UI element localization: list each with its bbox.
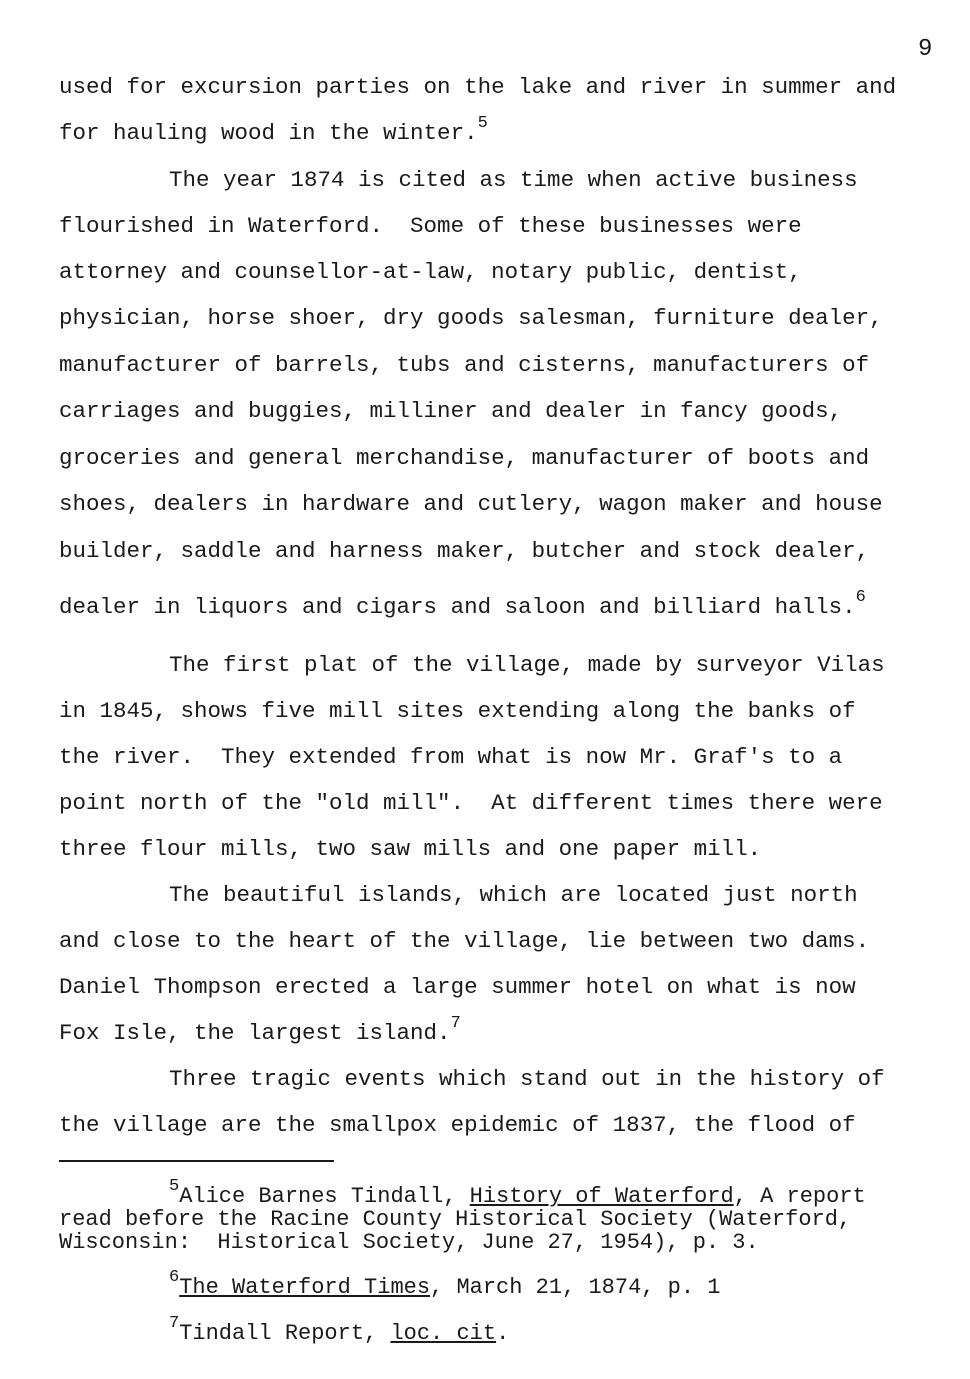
footnote-6 (169, 1268, 721, 1302)
footnote-title: The Waterford Times (179, 1275, 431, 1300)
text-span: for hauling wood in the winter. (59, 120, 478, 146)
footnote-text: . (496, 1321, 510, 1346)
text-line: builder, saddle and harness maker, butcher and stock dealer, (59, 538, 870, 564)
text-line (59, 1014, 461, 1051)
text-line: The first plat of the village, made by surveyor Vilas (169, 652, 885, 678)
text-span: Fox Isle, the largest island. (59, 1020, 451, 1046)
footnote-7 (169, 1314, 510, 1348)
footnote-text: , A report (733, 1184, 866, 1209)
footnote-text: Wisconsin: Historical Society, June 27, 1954), p. 3. (59, 1230, 759, 1255)
text-line: attorney and counsellor-at-law, notary public, dentist, (59, 259, 802, 285)
text-line: in 1845, shows five mill sites extending along the banks of (59, 698, 856, 724)
footnote-title: History of Waterford (469, 1184, 734, 1209)
text-line: Three tragic events which stand out in the history of (169, 1066, 885, 1092)
page-number: 9 (918, 36, 933, 63)
footnote-text: read before the Racine County Historical Society (Waterford, (59, 1207, 852, 1232)
footnote-marker: 5 (477, 114, 488, 133)
text-line (59, 114, 488, 151)
text-line: physician, horse shoer, dry goods salesman, furniture dealer, (59, 305, 883, 331)
text-line: manufacturer of barrels, tubs and cisterns, manufacturers of (59, 352, 870, 378)
footnote-marker: 7 (169, 1314, 180, 1333)
text-line (59, 588, 866, 625)
footnote-text: , March 21, 1874, p. 1 (430, 1275, 721, 1300)
text-line: The year 1874 is cited as time when active business (169, 167, 858, 193)
text-line: shoes, dealers in hardware and cutlery, wagon maker and house (59, 491, 883, 517)
text-line: Daniel Thompson erected a large summer hotel on what is now (59, 974, 856, 1000)
footnote-cite: loc. cit (390, 1321, 497, 1346)
text-line: three flour mills, two saw mills and one paper mill. (59, 836, 762, 862)
footnote-author: Alice Barnes Tindall, (179, 1184, 470, 1209)
text-line: and close to the heart of the village, lie between two dams. (59, 928, 870, 954)
footnote-marker: 6 (855, 588, 866, 607)
footnote-marker: 5 (169, 1177, 180, 1196)
text-line: The beautiful islands, which are located just north (169, 882, 858, 908)
text-line: groceries and general merchandise, manufacturer of boots and (59, 445, 870, 471)
text-line: flourished in Waterford. Some of these businesses were (59, 213, 802, 239)
footnote-marker: 6 (169, 1268, 180, 1287)
footnote-rule (59, 1160, 334, 1162)
text-line: point north of the "old mill". At different times there were (59, 790, 883, 816)
footnote-text: Tindall Report, (179, 1321, 391, 1346)
footnote-marker: 7 (450, 1014, 461, 1033)
text-line: used for excursion parties on the lake and river in summer and (59, 74, 897, 100)
text-line: the river. They extended from what is now Mr. Graf's to a (59, 744, 843, 770)
text-span: dealer in liquors and cigars and saloon and billiard halls. (59, 594, 856, 620)
text-line: the village are the smallpox epidemic of 1837, the flood of (59, 1112, 856, 1138)
text-line: carriages and buggies, milliner and dealer in fancy goods, (59, 398, 843, 424)
